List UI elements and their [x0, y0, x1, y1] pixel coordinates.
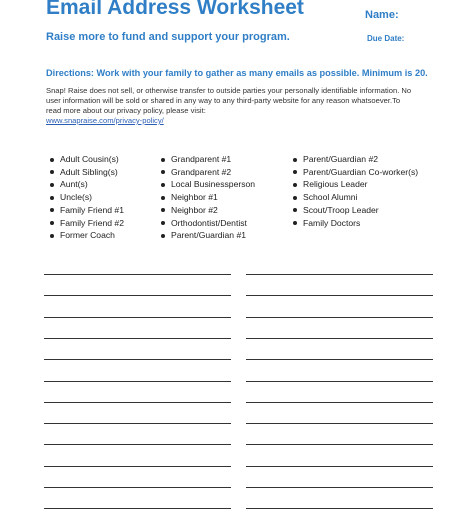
name-label: Name:	[365, 9, 399, 21]
contact-suggestion-item: Neighbor #1	[158, 191, 255, 204]
contact-suggestion-item: Grandparent #1	[158, 153, 255, 166]
email-entry-line-left[interactable]	[44, 381, 231, 382]
contact-suggestion-item: Orthodontist/Dentist	[158, 217, 255, 230]
email-entry-line-left[interactable]	[44, 508, 231, 509]
email-entry-line-left[interactable]	[44, 359, 231, 360]
email-entry-line-left[interactable]	[44, 274, 231, 275]
email-entry-line-right[interactable]	[246, 444, 433, 445]
contact-list-column-2	[158, 153, 255, 242]
contact-suggestion-item: Family Friend #2	[47, 217, 124, 230]
worksheet-title: Email Address Worksheet	[46, 0, 304, 19]
email-entry-line-right[interactable]	[246, 487, 433, 488]
email-entry-line-right[interactable]	[246, 466, 433, 467]
email-entry-line-left[interactable]	[44, 466, 231, 467]
email-entry-line-left[interactable]	[44, 338, 231, 339]
contact-suggestion-item: Uncle(s)	[47, 191, 124, 204]
privacy-text: Snap! Raise does not sell, or otherwise transfer to outside parties your personally identifiable information. No user information will be sold or shared in any way to any third-party website for any reason whatsoever.To read more about our privacy policy, please visit:	[46, 86, 412, 115]
contact-suggestion-item: Grandparent #2	[158, 166, 255, 179]
email-entry-line-right[interactable]	[246, 359, 433, 360]
directions-text: Directions: Work with your family to gather as many emails as possible. Minimum is 20.	[46, 68, 428, 78]
contact-suggestion-item: School Alumni	[290, 191, 418, 204]
email-entry-line-left[interactable]	[44, 402, 231, 403]
due-date-label: Due Date:	[367, 34, 405, 43]
email-entry-line-right[interactable]	[246, 508, 433, 509]
contact-suggestion-item: Former Coach	[47, 229, 124, 242]
contact-suggestion-item: Parent/Guardian #1	[158, 229, 255, 242]
email-entry-line-right[interactable]	[246, 274, 433, 275]
contact-list-column-3	[290, 153, 418, 229]
contact-suggestion-item: Parent/Guardian #2	[290, 153, 418, 166]
contact-suggestion-item: Scout/Troop Leader	[290, 204, 418, 217]
contact-suggestion-item: Adult Cousin(s)	[47, 153, 124, 166]
contact-suggestion-item: Family Doctors	[290, 217, 418, 230]
worksheet-subtitle: Raise more to fund and support your program.	[46, 31, 290, 43]
email-entry-line-right[interactable]	[246, 295, 433, 296]
email-entry-line-left[interactable]	[44, 295, 231, 296]
email-entry-line-left[interactable]	[44, 444, 231, 445]
email-entry-line-left[interactable]	[44, 317, 231, 318]
contact-suggestion-item: Aunt(s)	[47, 178, 124, 191]
privacy-notice	[46, 86, 416, 126]
email-entry-line-left[interactable]	[44, 423, 231, 424]
contact-suggestion-item: Family Friend #1	[47, 204, 124, 217]
contact-list-column-1	[47, 153, 124, 242]
privacy-policy-link[interactable]: www.snapraise.com/privacy-policy/	[46, 116, 164, 125]
email-entry-line-left[interactable]	[44, 487, 231, 488]
email-entry-line-right[interactable]	[246, 402, 433, 403]
contact-suggestion-item: Adult Sibling(s)	[47, 166, 124, 179]
email-entry-line-right[interactable]	[246, 317, 433, 318]
contact-suggestion-item: Parent/Guardian Co-worker(s)	[290, 166, 418, 179]
email-entry-line-right[interactable]	[246, 423, 433, 424]
email-entry-line-right[interactable]	[246, 338, 433, 339]
email-entry-line-right[interactable]	[246, 381, 433, 382]
contact-suggestion-item: Local Businessperson	[158, 178, 255, 191]
contact-suggestion-item: Neighbor #2	[158, 204, 255, 217]
contact-suggestion-item: Religious Leader	[290, 178, 418, 191]
